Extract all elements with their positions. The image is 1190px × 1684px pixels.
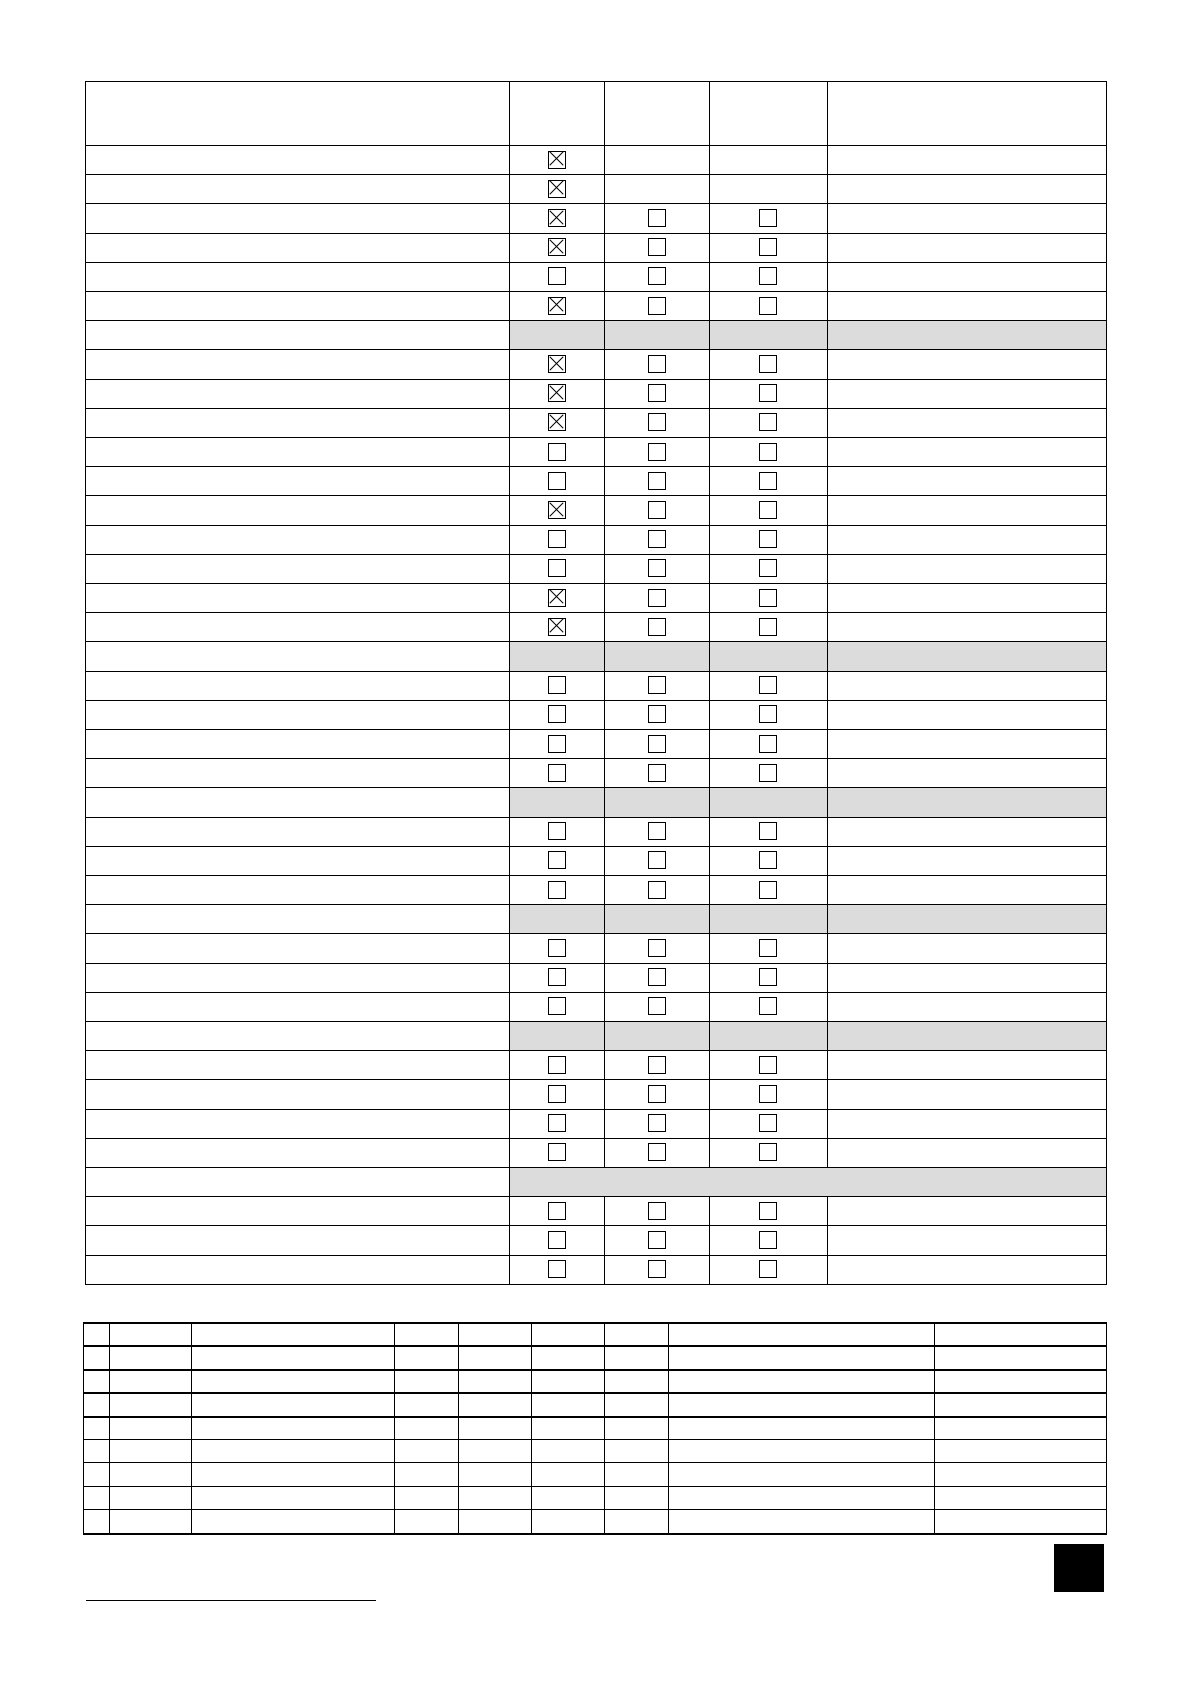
checkbox-unchecked[interactable] [648, 1260, 666, 1278]
column-divider [604, 1196, 605, 1284]
checkbox-unchecked[interactable] [648, 559, 666, 577]
checkbox-unchecked[interactable] [548, 1085, 566, 1103]
checkbox-checked[interactable] [548, 589, 566, 607]
section-shade-cell [709, 641, 827, 670]
checklist-row [85, 437, 1106, 466]
revision-row-divider [83, 1462, 1107, 1463]
checkbox-unchecked[interactable] [759, 1085, 777, 1103]
section-shade-cell [827, 1021, 1106, 1050]
checkbox-unchecked[interactable] [548, 1260, 566, 1278]
checklist-row [85, 1225, 1106, 1254]
row-divider [85, 963, 1107, 964]
checkbox-unchecked[interactable] [759, 1231, 777, 1249]
checklist-row [85, 875, 1106, 904]
checkbox-unchecked[interactable] [548, 1143, 566, 1161]
page-number-badge [1054, 1544, 1104, 1592]
table-border-top [85, 81, 1107, 82]
section-shade-cell [604, 1021, 709, 1050]
revision-row-divider [83, 1509, 1107, 1510]
checkbox-unchecked[interactable] [759, 1056, 777, 1074]
revision-row [83, 1439, 1106, 1462]
checkbox-unchecked[interactable] [759, 822, 777, 840]
header-divider [85, 145, 1107, 146]
column-divider [604, 81, 605, 1167]
checklist-row [85, 992, 1106, 1021]
checklist-row [85, 145, 1106, 174]
checklist-row [85, 495, 1106, 524]
row-divider [85, 174, 1107, 175]
row-divider [85, 349, 1107, 350]
checkbox-unchecked[interactable] [648, 501, 666, 519]
checklist-row [85, 758, 1106, 787]
checkbox-checked[interactable] [548, 209, 566, 227]
checkbox-unchecked[interactable] [648, 1085, 666, 1103]
section-shade-cell [709, 320, 827, 349]
checklist-row [85, 963, 1106, 992]
checkbox-unchecked[interactable] [759, 443, 777, 461]
section-shade-cell [709, 787, 827, 816]
row-divider [85, 291, 1107, 292]
row-divider [85, 262, 1107, 263]
checkbox-unchecked[interactable] [648, 939, 666, 957]
column-divider [1106, 81, 1107, 1284]
checkbox-unchecked[interactable] [548, 764, 566, 782]
column-divider [827, 1196, 828, 1284]
column-divider [827, 81, 828, 1167]
row-divider [85, 1109, 1107, 1110]
checklist-row [85, 233, 1106, 262]
checkbox-checked[interactable] [548, 238, 566, 256]
checkbox-unchecked[interactable] [759, 1202, 777, 1220]
row-divider [85, 1021, 1107, 1022]
column-divider [509, 81, 510, 1284]
checkbox-unchecked[interactable] [759, 735, 777, 753]
checkbox-unchecked[interactable] [548, 267, 566, 285]
checkbox-unchecked[interactable] [759, 297, 777, 315]
section-shade-cell [604, 320, 709, 349]
checklist-row [85, 846, 1106, 875]
revision-column-divider [604, 1322, 605, 1534]
section-shade-cell [509, 1021, 604, 1050]
row-divider [85, 700, 1107, 701]
revision-column-divider [191, 1322, 192, 1534]
checkbox-unchecked[interactable] [648, 1231, 666, 1249]
revision-row [83, 1462, 1106, 1485]
row-divider [85, 1050, 1107, 1051]
checkbox-unchecked[interactable] [648, 881, 666, 899]
checkbox-unchecked[interactable] [548, 851, 566, 869]
checkbox-checked[interactable] [548, 413, 566, 431]
checklist-row [85, 1138, 1106, 1167]
checkbox-unchecked[interactable] [648, 355, 666, 373]
checkbox-unchecked[interactable] [759, 413, 777, 431]
revision-row [83, 1345, 1106, 1368]
checkbox-unchecked[interactable] [648, 997, 666, 1015]
checkbox-unchecked[interactable] [648, 676, 666, 694]
checklist-row [85, 583, 1106, 612]
checkbox-unchecked[interactable] [648, 764, 666, 782]
checkbox-unchecked[interactable] [759, 384, 777, 402]
checkbox-unchecked[interactable] [648, 1202, 666, 1220]
checkbox-unchecked[interactable] [648, 267, 666, 285]
section-shade-cell [509, 787, 604, 816]
revision-column-divider [531, 1322, 532, 1534]
checkbox-unchecked[interactable] [548, 559, 566, 577]
checkbox-checked[interactable] [548, 384, 566, 402]
row-divider [85, 904, 1107, 905]
section-shade-cell [827, 320, 1106, 349]
checkbox-unchecked[interactable] [548, 443, 566, 461]
checkbox-unchecked[interactable] [759, 589, 777, 607]
section-shade-cell [827, 641, 1106, 670]
checkbox-unchecked[interactable] [759, 530, 777, 548]
row-divider [85, 933, 1107, 934]
section-shade-cell [509, 641, 604, 670]
checkbox-unchecked[interactable] [759, 238, 777, 256]
row-divider [85, 1196, 1107, 1197]
checkbox-unchecked[interactable] [759, 676, 777, 694]
checkbox-unchecked[interactable] [648, 472, 666, 490]
row-divider [85, 495, 1107, 496]
revision-row-divider [83, 1533, 1107, 1535]
row-divider [85, 1255, 1107, 1256]
checklist-row [85, 700, 1106, 729]
checkbox-unchecked[interactable] [648, 530, 666, 548]
revision-row [83, 1369, 1106, 1392]
checkbox-unchecked[interactable] [548, 1114, 566, 1132]
revision-row [83, 1416, 1106, 1439]
checklist-row [85, 1255, 1106, 1284]
checkbox-unchecked[interactable] [648, 589, 666, 607]
section-shade-cell [827, 904, 1106, 933]
revision-row-divider [83, 1439, 1107, 1440]
revision-row-divider [83, 1345, 1107, 1347]
revision-row [83, 1392, 1106, 1415]
checkbox-unchecked[interactable] [759, 559, 777, 577]
checklist-row [85, 1196, 1106, 1225]
row-divider [85, 233, 1107, 234]
row-divider [85, 1167, 1107, 1168]
row-divider [85, 671, 1107, 672]
checklist-row [85, 408, 1106, 437]
checklist-row [85, 203, 1106, 232]
checkbox-unchecked[interactable] [648, 297, 666, 315]
footnote-rule [86, 1600, 376, 1601]
checkbox-unchecked[interactable] [648, 1056, 666, 1074]
checklist-header-row [85, 81, 1106, 145]
row-divider [85, 1284, 1107, 1285]
checkbox-unchecked[interactable] [548, 1056, 566, 1074]
checkbox-checked[interactable] [548, 180, 566, 198]
revision-column-divider [668, 1322, 669, 1534]
checkbox-unchecked[interactable] [759, 355, 777, 373]
revision-row-divider [83, 1322, 1107, 1324]
revision-column-divider [109, 1322, 110, 1534]
row-divider [85, 817, 1107, 818]
checklist-row [85, 612, 1106, 641]
row-divider [85, 408, 1107, 409]
checkbox-unchecked[interactable] [548, 822, 566, 840]
row-divider [85, 525, 1107, 526]
column-divider [85, 81, 86, 1284]
checkbox-unchecked[interactable] [548, 472, 566, 490]
checkbox-unchecked[interactable] [548, 530, 566, 548]
revision-column-divider [394, 1322, 395, 1534]
column-divider [709, 1196, 710, 1284]
revision-row-divider [83, 1486, 1107, 1487]
row-divider [85, 203, 1107, 204]
row-divider [85, 641, 1107, 642]
row-divider [85, 466, 1107, 467]
checkbox-unchecked[interactable] [548, 968, 566, 986]
checkbox-unchecked[interactable] [759, 968, 777, 986]
checkbox-unchecked[interactable] [759, 1143, 777, 1161]
checkbox-unchecked[interactable] [548, 676, 566, 694]
checklist-row [85, 174, 1106, 203]
checklist-row [85, 466, 1106, 495]
checkbox-unchecked[interactable] [548, 735, 566, 753]
section-shade-cell [604, 904, 709, 933]
revision-column-divider [458, 1322, 459, 1534]
column-divider [709, 81, 710, 1167]
row-divider [85, 320, 1107, 321]
checklist-row [85, 349, 1106, 378]
checkbox-unchecked[interactable] [648, 209, 666, 227]
row-divider [85, 992, 1107, 993]
checkbox-unchecked[interactable] [759, 851, 777, 869]
checkbox-unchecked[interactable] [759, 997, 777, 1015]
section-shade-cell [509, 904, 604, 933]
checklist-row [85, 671, 1106, 700]
checkbox-checked[interactable] [548, 297, 566, 315]
row-divider [85, 554, 1107, 555]
checkbox-unchecked[interactable] [648, 1143, 666, 1161]
checkbox-unchecked[interactable] [759, 1114, 777, 1132]
row-divider [85, 758, 1107, 759]
row-divider [85, 846, 1107, 847]
row-divider [85, 787, 1107, 788]
row-divider [85, 437, 1107, 438]
checkbox-unchecked[interactable] [648, 968, 666, 986]
checklist-row [85, 933, 1106, 962]
checkbox-unchecked[interactable] [548, 881, 566, 899]
row-divider [85, 379, 1107, 380]
checkbox-checked[interactable] [548, 618, 566, 636]
checkbox-checked[interactable] [548, 355, 566, 373]
row-divider [85, 875, 1107, 876]
section-shade-cell [604, 787, 709, 816]
checkbox-unchecked[interactable] [759, 939, 777, 957]
checkbox-unchecked[interactable] [548, 939, 566, 957]
checkbox-unchecked[interactable] [648, 413, 666, 431]
checklist-row [85, 817, 1106, 846]
checkbox-unchecked[interactable] [648, 822, 666, 840]
checklist-row [85, 379, 1106, 408]
checkbox-unchecked[interactable] [548, 705, 566, 723]
row-divider [85, 1079, 1107, 1080]
checkbox-checked[interactable] [548, 501, 566, 519]
checklist-row [85, 1109, 1106, 1138]
checkbox-unchecked[interactable] [759, 501, 777, 519]
row-divider [85, 612, 1107, 613]
checkbox-unchecked[interactable] [759, 705, 777, 723]
checkbox-unchecked[interactable] [648, 618, 666, 636]
checklist-row [85, 525, 1106, 554]
revision-header-row [83, 1322, 1106, 1345]
checkbox-unchecked[interactable] [648, 705, 666, 723]
checkbox-unchecked[interactable] [759, 267, 777, 285]
row-divider [85, 583, 1107, 584]
revision-row-divider [83, 1392, 1107, 1394]
revision-column-divider [934, 1322, 935, 1534]
checkbox-unchecked[interactable] [759, 472, 777, 490]
revision-row [83, 1486, 1106, 1509]
section-shade-merged [509, 1167, 1106, 1196]
checkbox-unchecked[interactable] [648, 1114, 666, 1132]
checklist-row [85, 554, 1106, 583]
revision-row-divider [83, 1369, 1107, 1371]
row-divider [85, 1138, 1107, 1139]
checkbox-unchecked[interactable] [648, 735, 666, 753]
section-shade-cell [709, 1021, 827, 1050]
revision-column-divider [83, 1322, 84, 1534]
checkbox-unchecked[interactable] [759, 1260, 777, 1278]
checklist-row [85, 729, 1106, 758]
section-shade-cell [509, 320, 604, 349]
checkbox-unchecked[interactable] [759, 764, 777, 782]
checkbox-unchecked[interactable] [759, 209, 777, 227]
revision-row [83, 1509, 1106, 1532]
section-shade-cell [827, 787, 1106, 816]
checkbox-unchecked[interactable] [548, 1202, 566, 1220]
checkbox-unchecked[interactable] [648, 851, 666, 869]
checkbox-unchecked[interactable] [759, 618, 777, 636]
checklist-row [85, 1079, 1106, 1108]
row-divider [85, 729, 1107, 730]
checkbox-unchecked[interactable] [648, 384, 666, 402]
section-shade-cell [604, 641, 709, 670]
checkbox-unchecked[interactable] [548, 1231, 566, 1249]
checklist-row [85, 1050, 1106, 1079]
checklist-row [85, 291, 1106, 320]
checklist-row [85, 262, 1106, 291]
section-shade-cell [709, 904, 827, 933]
revision-column-divider [1106, 1322, 1107, 1534]
checkbox-unchecked[interactable] [648, 443, 666, 461]
checkbox-unchecked[interactable] [548, 997, 566, 1015]
checkbox-unchecked[interactable] [759, 881, 777, 899]
checkbox-unchecked[interactable] [648, 238, 666, 256]
checkbox-checked[interactable] [548, 151, 566, 169]
revision-row-divider [83, 1416, 1107, 1418]
row-divider [85, 1225, 1107, 1226]
